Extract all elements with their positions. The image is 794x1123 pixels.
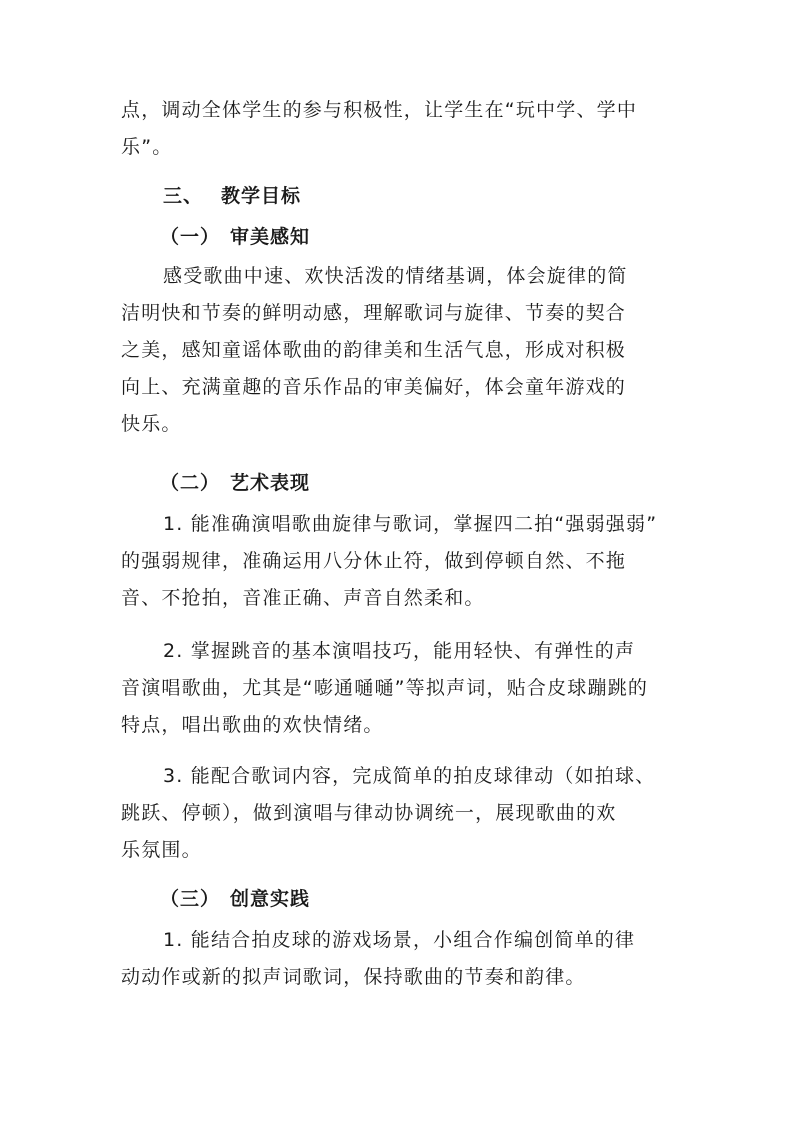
performance-item-2: [121, 633, 677, 744]
subsection-title: 创意实践: [230, 888, 311, 910]
subsection-number: （三）: [160, 888, 221, 910]
creative-item-1: [121, 922, 677, 996]
paragraph-line: 音演唱歌曲，尤其是“嘭通嗵嗵”等拟声词，贴合皮球蹦跳的: [121, 677, 649, 699]
paragraph-line: 2. 掌握跳音的基本演唱技巧，能用轻快、有弹性的声: [163, 640, 636, 662]
performance-item-3: [121, 758, 677, 869]
section-heading: [163, 181, 301, 208]
paragraph-line: 快乐。: [121, 413, 182, 435]
section-number: 三、: [163, 185, 204, 207]
subsection-heading: [160, 884, 310, 911]
paragraph-line: 3. 能配合歌词内容，完成简单的拍皮球律动（如拍球、: [163, 765, 656, 787]
subsection-heading: [160, 222, 310, 249]
paragraph-line: 1. 能准确演唱歌曲旋律与歌词，掌握四二拍“强弱强弱”: [163, 513, 658, 535]
paragraph-line: 1. 能结合拍皮球的游戏场景，小组合作编创简单的律: [163, 929, 636, 951]
subsection-title: 审美感知: [230, 226, 311, 248]
paragraph-line: 的强弱规律，准确运用八分休止符，做到停顿自然、不拖: [121, 550, 627, 572]
section-title: 教学目标: [221, 185, 302, 207]
paragraph-line: 乐”。: [121, 136, 173, 158]
paragraph-line: 洁明快和节奏的鲜明动感，理解歌词与旋律、节奏的契合: [121, 302, 627, 324]
paragraph-line: 乐氛围。: [121, 839, 202, 861]
paragraph-line: 感受歌曲中速、欢快活泼的情绪基调，体会旋律的简: [163, 265, 628, 287]
paragraph-line: 动动作或新的拟声词歌词，保持歌曲的节奏和韵律。: [121, 966, 586, 988]
performance-item-1: [121, 506, 677, 617]
paragraph-line: 特点，唱出歌曲的欢快情绪。: [121, 714, 384, 736]
intro-paragraph: [121, 92, 677, 166]
paragraph-line: 跳跃、停顿），做到演唱与律动协调统一，展现歌曲的欢: [121, 802, 617, 824]
paragraph-line: 音、不抢拍，音准正确、声音自然柔和。: [121, 587, 485, 609]
subsection-number: （二）: [160, 472, 221, 494]
subsection-number: （一）: [160, 226, 221, 248]
paragraph-line: 之美，感知童谣体歌曲的韵律美和生活气息，形成对积极: [121, 339, 627, 361]
paragraph-line: 点，调动全体学生的参与积极性，让学生在“玩中学、学中: [121, 99, 638, 121]
subsection-title: 艺术表现: [230, 472, 311, 494]
aesthetic-paragraph: [121, 258, 677, 443]
subsection-heading: [160, 468, 310, 495]
paragraph-line: 向上、充满童趣的音乐作品的审美偏好，体会童年游戏的: [121, 376, 627, 398]
